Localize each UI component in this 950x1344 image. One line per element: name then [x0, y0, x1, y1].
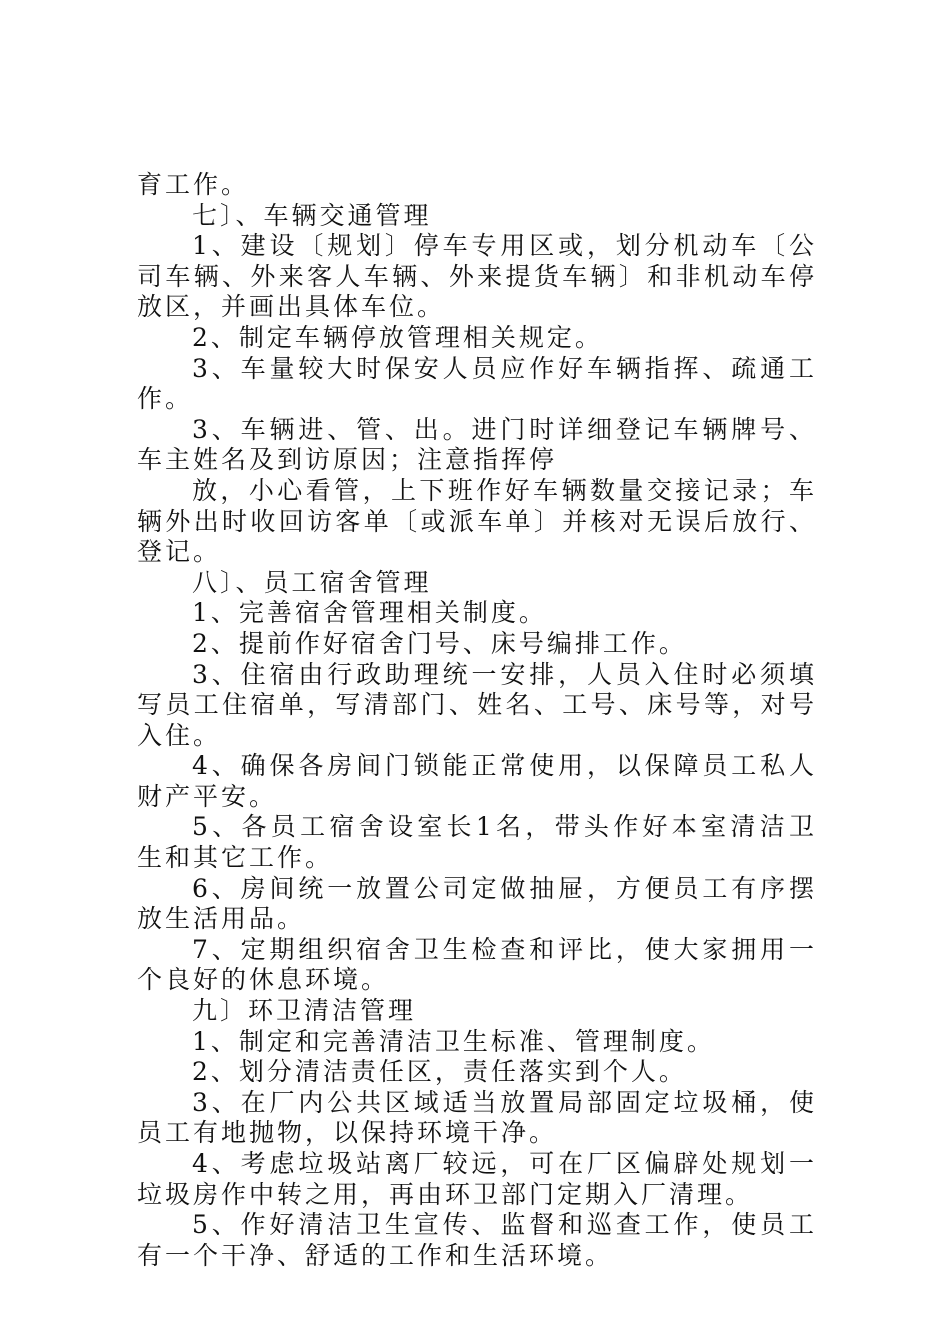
paragraph: 5、各员工宿舍设室长1名，带头作好本室清洁卫生和其它工作。 — [137, 812, 817, 873]
section-heading-dormitory: 八〕、员工宿舍管理 — [192, 567, 432, 597]
paragraph: 2、提前作好宿舍门号、床号编排工作。 — [192, 628, 687, 658]
paragraph: 6、房间统一放置公司定做抽屉，方便员工有序摆放生活用品。 — [137, 873, 817, 934]
paragraph: 放，小心看管，上下班作好车辆数量交接记录；车辆外出时收回访客单〔或派车单〕并核对无误后放行、登记。 — [137, 475, 817, 567]
paragraph: 1、建设〔规划〕停车专用区或，划分机动车〔公司车辆、外来客人车辆、外来提货车辆〕和非机动车停放区，并画出具体车位。 — [137, 231, 817, 322]
paragraph: 3、在厂内公共区域适当放置局部固定垃圾桶，使员工有地抛物，以保持环境干净。 — [137, 1087, 817, 1148]
paragraph: 5、作好清洁卫生宣传、监督和巡查工作，使员工有一个干净、舒适的工作和生活环境。 — [137, 1210, 817, 1270]
paragraph: 4、确保各房间门锁能正常使用，以保障员工私人财产平安。 — [137, 751, 817, 811]
paragraph: 2、制定车辆停放管理相关规定。 — [192, 322, 603, 352]
document-body — [137, 170, 817, 1271]
paragraph: 3、车辆进、管、出。进门时详细登记车辆牌号、车主姓名及到访原因；注意指挥停 — [137, 414, 817, 475]
section-heading-vehicle-traffic: 七〕、车辆交通管理 — [192, 200, 432, 230]
paragraph: 3、车量较大时保安人员应作好车辆指挥、疏通工作。 — [137, 353, 817, 414]
paragraph: 2、划分清洁责任区，责任落实到个人。 — [192, 1057, 687, 1087]
paragraph: 1、完善宿舍管理相关制度。 — [192, 598, 547, 628]
section-heading-sanitation: 九〕环卫清洁管理 — [192, 996, 417, 1026]
paragraph: 7、定期组织宿舍卫生检查和评比，使大家拥用一个良好的休息环境。 — [137, 934, 817, 995]
paragraph: 1、制定和完善清洁卫生标准、管理制度。 — [192, 1026, 715, 1056]
paragraph-continuation: 育工作。 — [137, 170, 250, 199]
paragraph: 4、考虑垃圾站离厂较远，可在厂区偏辟处规划一垃圾房作中转之用，再由环卫部门定期入厂清理。 — [137, 1149, 817, 1209]
paragraph: 3、住宿由行政助理统一安排，人员入住时必须填写员工住宿单，写清部门、姓名、工号、床号等，对号入住。 — [137, 659, 817, 750]
